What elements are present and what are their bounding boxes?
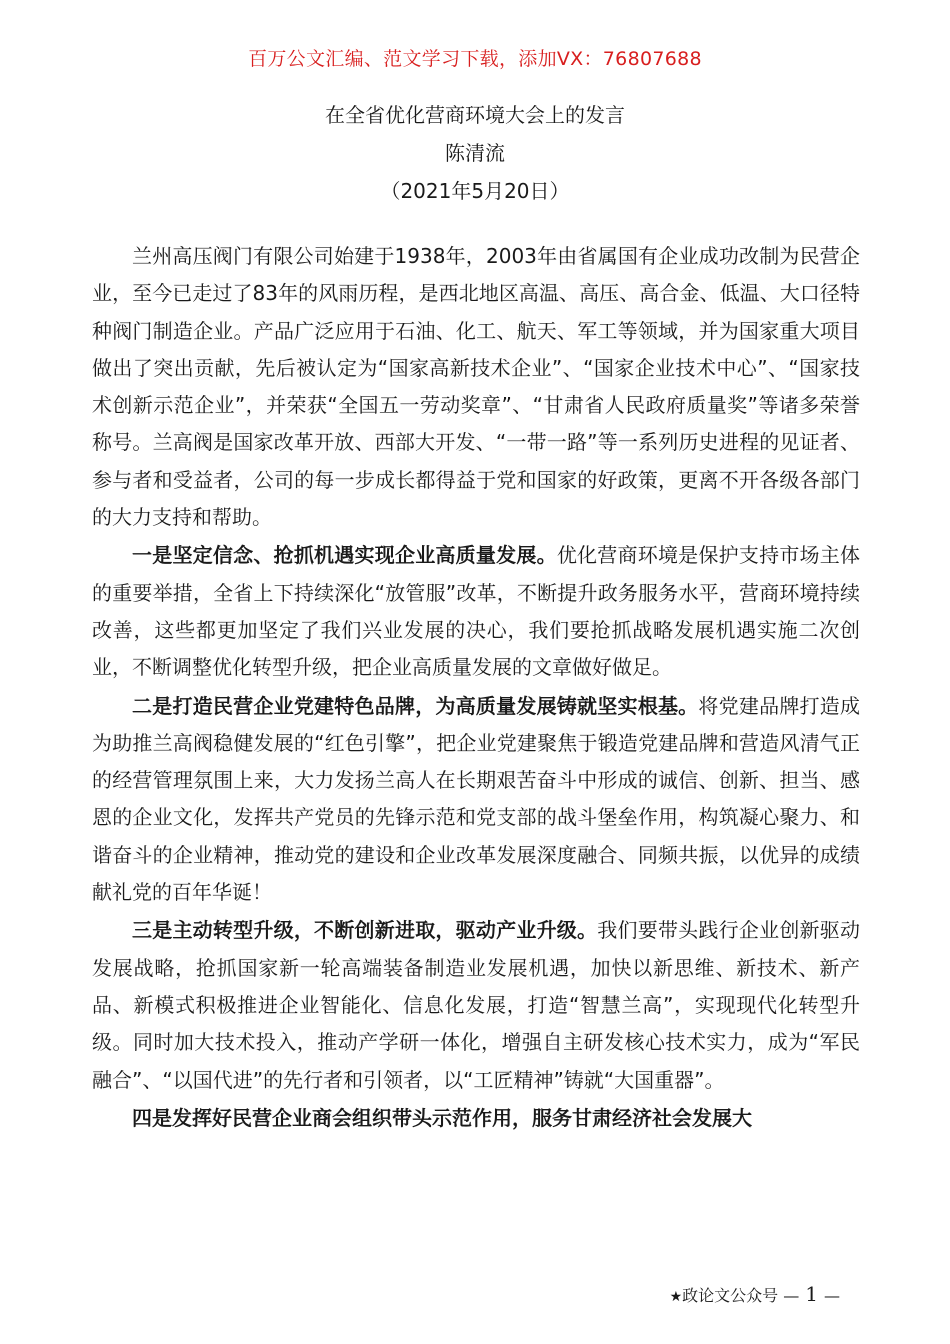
paragraph-text: 将党建品牌打造成为助推兰高阀稳健发展的“红色引擎”，把企业党建聚焦于锻造党建品牌和营造风清气正的经营管理氛围上来，大力发扬兰高人在长期艰苦奋斗中形成的诚信、创新、担当、感恩的企业文化，发挥共产党员的先锋示范和党支部的战斗堡垒作用，构筑凝心聚力、和谐奋斗的企业精神，推动党的建设和企业改革发展深度融合、同频共振，以优异的成绩献礼党的百年华诞！ [92,693,861,905]
document-body [92,238,860,1137]
footer-dash-left: — [783,1286,800,1305]
paragraph-lead: 一是坚定信念、抢抓机遇实现企业高质量发展。 [132,543,557,568]
paragraph-lead: 二是打造民营企业党建特色品牌，为高质量发展铸就坚实根基。 [132,693,699,718]
paragraph-lead: 三是主动转型升级，不断创新进取，驱动产业升级。 [132,918,598,943]
download-banner: 百万公文汇编、范文学习下载，添加VX：76807688 [248,48,702,70]
paragraph-point-3 [92,912,860,1098]
document-title: 在全省优化营商环境大会上的发言 [325,103,625,127]
paragraph-point-4 [92,1100,860,1137]
document-date: （2021年5月20日） [380,179,570,203]
paragraph-text: 我们要带头践行企业创新驱动发展战略，抢抓国家新一轮高端装备制造业发展机遇，加快以新思维、新技术、新产品、新模式积极推进企业智能化、信息化发展，打造“智慧兰高”，实现现代化转型升级。同时加大技术投入，推动产学研一体化，增强自主研发核心技术实力，成为“军民融合”、“以国代进”的先行者和引领者，以“工匠精神”铸就“大国重器”。 [92,918,861,1092]
star-icon: ★ [669,1289,683,1305]
paragraph-lead: 四是发挥好民营企业商会组织带头示范作用，服务甘肃经济社会发展大 [132,1105,752,1130]
paragraph-intro [92,238,860,536]
footer-dash-right: — [824,1286,840,1305]
paragraph-text: 优化营商环境是保护支持市场主体的重要举措，全省上下持续深化“放管服”改革，不断提升政务服务水平，营商环境持续改善，这些都更加坚定了我们兴业发展的决心，我们要抢抓战略发展机遇实施二次创业，不断调整优化转型升级，把企业高质量发展的文章做好做足。 [92,543,861,680]
document-author: 陈清流 [445,141,505,165]
paragraph-point-1 [92,537,860,686]
footer-source: 政论文公众号 [682,1286,779,1305]
page-number: 1 [805,1282,818,1306]
paragraph-text: 兰州高压阀门有限公司始建于1938年，2003年由省属国有企业成功改制为民营企业，至今已走过了83年的风雨历程，是西北地区高温、高压、高合金、低温、大口径特种阀门制造企业。产品广泛应用于石油、化工、航天、军工等领域，并为国家重大项目做出了突出贡献，先后被认定为“国家高新技术企业”、“国家企业技术中心”、“国家技术创新示范企业”，并荣获“全国五一劳动奖章”、“甘肃省人民政府质量奖”等诸多荣誉称号。兰高阀是国家改革开放、西部大开发、“一带一路”等一系列历史进程的见证者、参与者和受益者，公司的每一步成长都得益于党和国家的好政策，更离不开各级各部门的大力支持和帮助。 [92,244,860,530]
paragraph-point-2 [92,688,860,912]
page-footer [670,1282,840,1306]
document-header [0,96,950,210]
